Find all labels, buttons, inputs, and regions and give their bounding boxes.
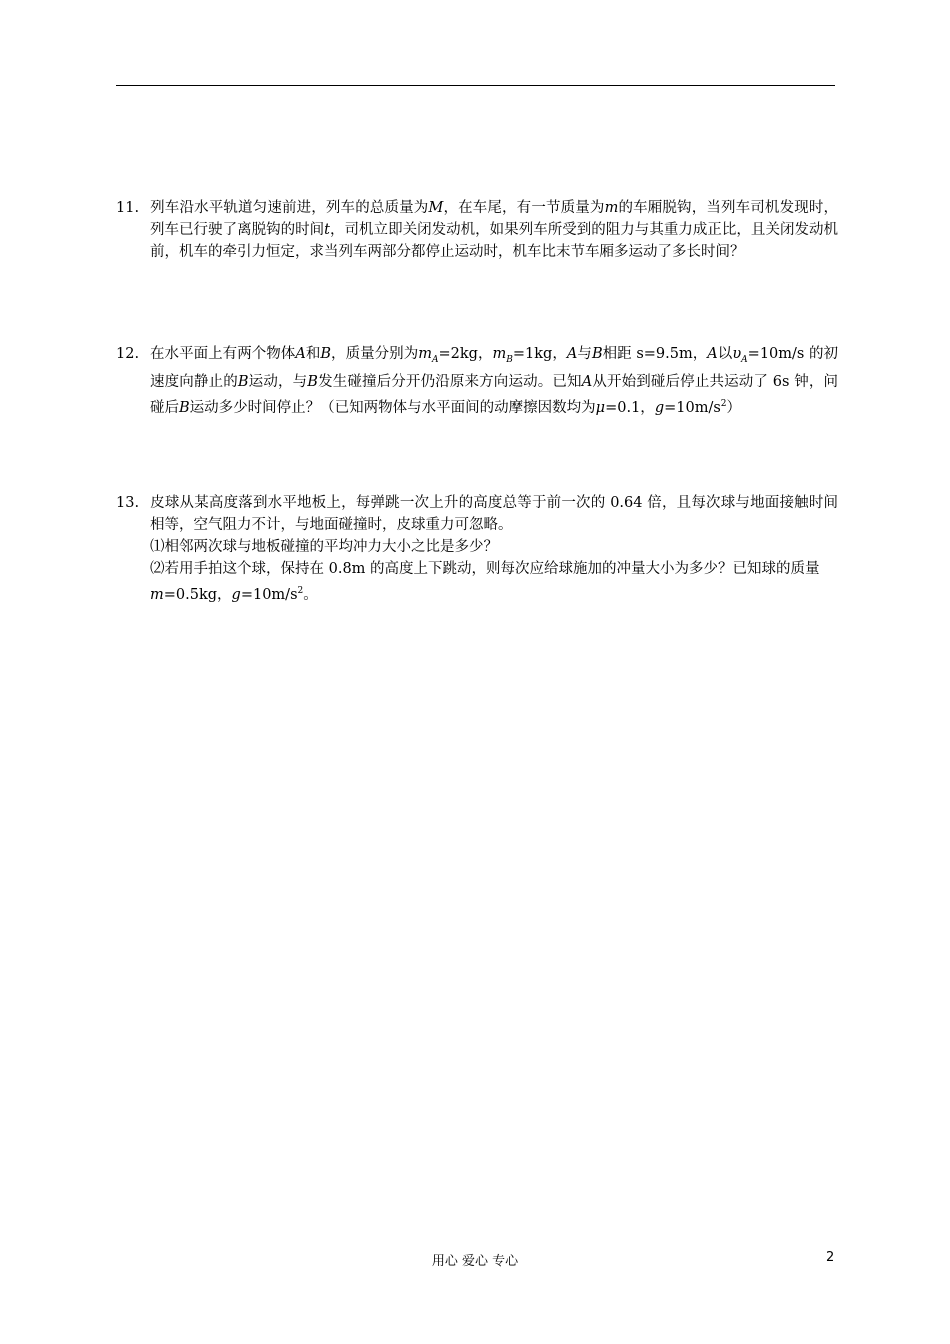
problem-number: 11.	[116, 200, 140, 216]
page-number: 2	[826, 1250, 835, 1265]
problem-13-sub1: ⑴相邻两次球与地板碰撞的平均冲力大小之比是多少？	[150, 539, 498, 555]
problem-11-text: 11. 列车沿水平轨道匀速前进，列车的总质量为M，在车尾，有一节质量为m的车厢脱钩，当列车司机发现时，列车已行驶了离脱钩的时间t，司机立即关闭发动机，如果列车所受到的阻力与其重力成正比，且关闭发动机前，机车的牵引力恒定，求当列车两部分都停止运动时，机车比末节车厢多运动了多长时间？	[116, 197, 838, 263]
problem-13-sub2: ⑵若用手拍这个球，保持在 0.8m 的高度上下跳动，则每次应给球施加的冲量大小为多少？已知球的质量m=0.5kg，$g=10m/s^2$。	[150, 561, 820, 603]
problem-12-text: 12. 在水平面上有两个物体A和B，质量分别为$m_A=2kg$，$m_B=1kg$，A与B相距 s=9.5m，A以$\upsilon_A=10m/s$ 的初速度向静止的B运动，与B发生碰撞后分开仍沿原来方向运动。已知A从开始到碰后停止共运动了 6s 钟，问碰后B运动多少时间停止？（已知两物体与水平面间的动摩擦因数均为μ=0.1，$g=10m/s^2$）	[116, 343, 838, 419]
problem-13-text: 13. 皮球从某高度落到水平地板上，每弹跳一次上升的高度总等于前一次的 0.64 倍，且每次球与地面接触时间相等，空气阻力不计，与地面碰撞时，皮球重力可忽略。	[116, 492, 838, 536]
problem-number: 13.	[116, 495, 140, 511]
footer-slogan: 用心 爱心 专心	[431, 1254, 519, 1269]
problem-number: 12.	[116, 346, 140, 362]
header-rule	[116, 85, 835, 86]
problem-13	[116, 492, 838, 606]
problem-11	[116, 197, 838, 263]
problem-12	[116, 343, 838, 419]
